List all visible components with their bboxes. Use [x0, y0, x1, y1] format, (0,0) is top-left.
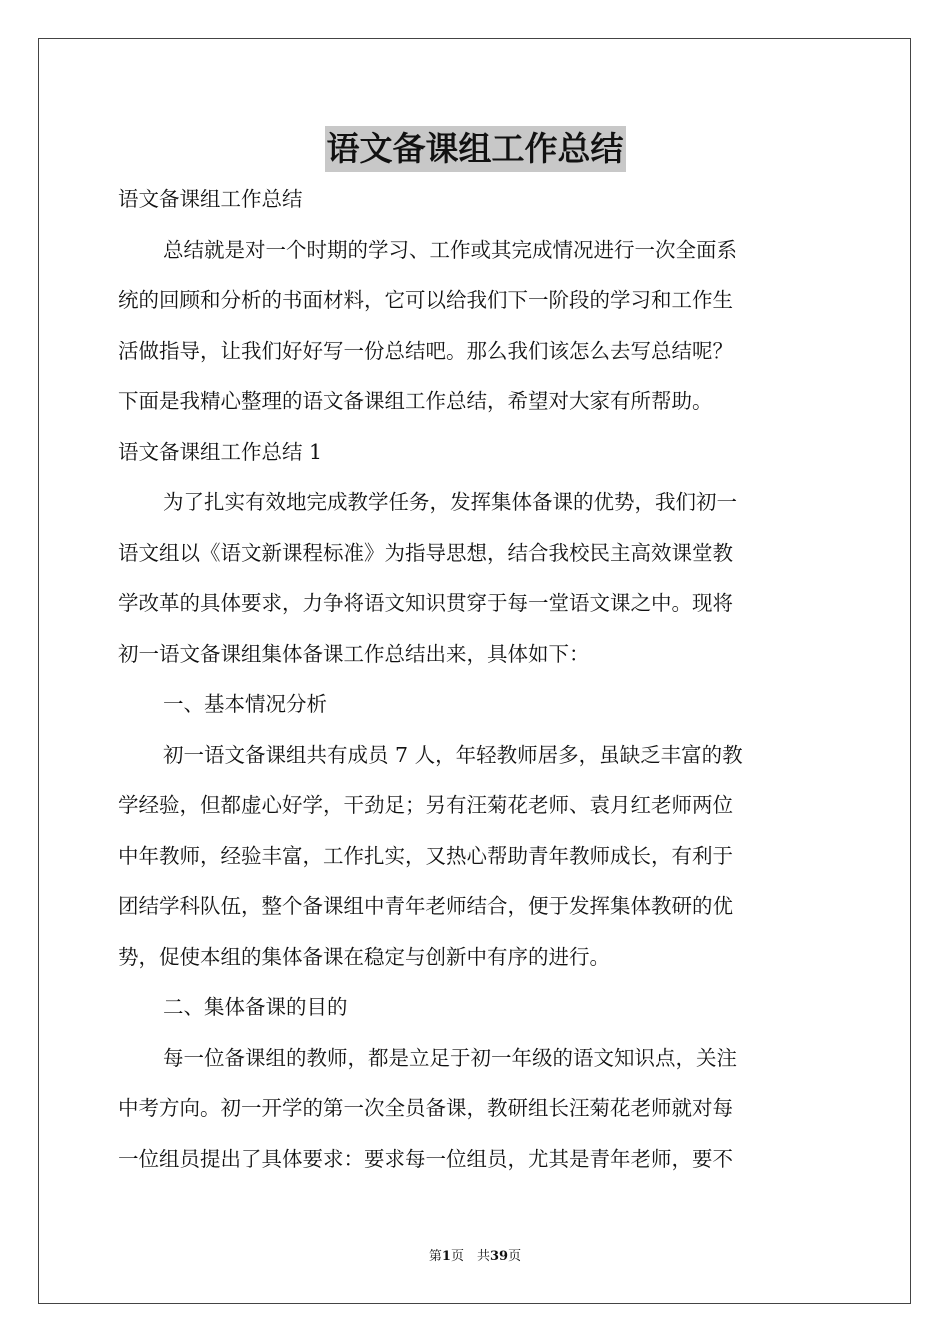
body-line: 语文备课组工作总结 [118, 187, 303, 211]
body-line: 团结学科队伍，整个备课组中青年老师结合，便于发挥集体教研的优 [118, 894, 733, 918]
body-line: 学经验，但都虚心好学，干劲足；另有汪菊花老师、袁月红老师两位 [118, 793, 733, 817]
body-line: 一、基本情况分析 [163, 692, 327, 716]
page-prefix: 第 [428, 1249, 442, 1264]
body-line: 统的回顾和分析的书面材料，它可以给我们下一阶段的学习和工作生 [118, 288, 733, 312]
page-number: 1 [441, 1249, 451, 1264]
body-line: 初一语文备课组集体备课工作总结出来，具体如下： [118, 641, 590, 666]
body-line: 学改革的具体要求，力争将语文知识贯穿于每一堂语文课之中。现将 [118, 591, 733, 615]
document-body [118, 178, 836, 1188]
body-line: 活做指导，让我们好好写一份总结吧。那么我们该怎么去写总结呢？ [118, 338, 733, 363]
body-line: 每一位备课组的教师，都是立足于初一年级的语文知识点，关注 [163, 1045, 737, 1070]
total-pages: 39 [489, 1249, 509, 1264]
body-line: 二、集体备课的目的 [163, 995, 348, 1019]
body-line: 语文组以《语文新课程标准》为指导思想，结合我校民主高效课堂教 [118, 540, 733, 565]
body-line: 一位组员提出了具体要求：要求每一位组员，尤其是青年老师，要不 [118, 1146, 733, 1171]
document-title-wrap [0, 126, 950, 172]
body-line: 初一语文备课组共有成员 7 人，年轻教师居多，虽缺乏丰富的教 [163, 742, 743, 767]
body-line: 中考方向。初一开学的第一次全员备课，教研组长汪菊花老师就对每 [118, 1096, 733, 1120]
body-line: 中年教师，经验丰富，工作扎实，又热心帮助青年教师成长，有利于 [118, 843, 733, 868]
body-line: 为了扎实有效地完成教学任务，发挥集体备课的优势，我们初一 [163, 490, 737, 514]
body-line: 总结就是对一个时期的学习、工作或其完成情况进行一次全面系 [163, 237, 737, 262]
body-line: 语文备课组工作总结 1 [118, 439, 323, 464]
body-line: 势，促使本组的集体备课在稳定与创新中有序的进行。 [118, 944, 610, 969]
document-title: 语文备课组工作总结 [325, 126, 626, 172]
page-suffix: 页 [508, 1249, 522, 1264]
body-line: 下面是我精心整理的语文备课组工作总结，希望对大家有所帮助。 [118, 389, 713, 413]
page-mid: 页 共 [450, 1249, 490, 1264]
page-footer [0, 1248, 950, 1266]
